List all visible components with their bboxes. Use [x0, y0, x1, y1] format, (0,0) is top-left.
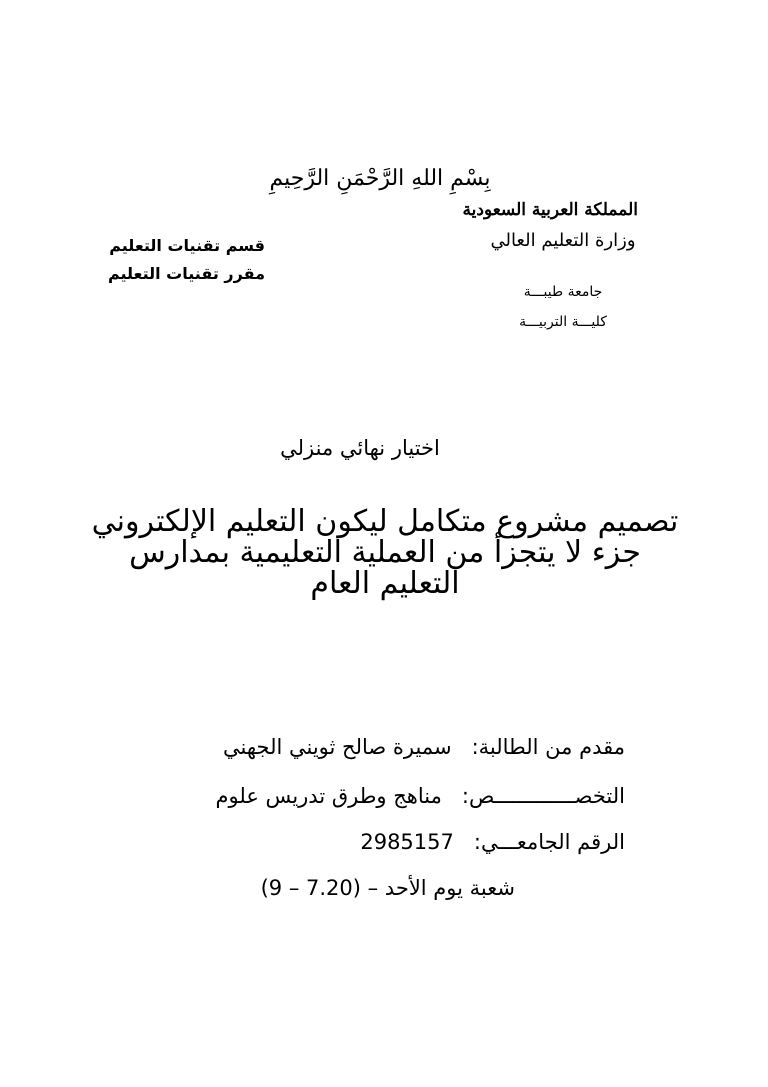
major-value: مناهج وطرق تدريس علوم — [215, 784, 442, 808]
student-value: سميرة صالح ثويني الجهني — [223, 735, 452, 759]
department-name: قسم تقنيات التعليم — [109, 236, 265, 255]
exam-type-heading: اختيار نهائي منزلي — [280, 436, 440, 460]
student-id-row — [90, 830, 625, 854]
student-label: مقدم من الطالبة: — [471, 735, 625, 759]
course-name: مقرر تقنيات التعليم — [107, 264, 265, 283]
basmala-heading: بِسْمِ اللهِ الرَّحْمَنِ الرَّحِيمِ — [269, 166, 491, 191]
university-name: جامعة طيبـــة — [523, 284, 603, 300]
student-id-value: 2985157 — [360, 830, 454, 854]
project-title: تصميم مشروع متكامل ليكون التعليم الإلكتروني جزء لا يتجزأ من العملية التعليمية بمدارس التعليم العام — [91, 504, 679, 601]
student-name-row — [90, 735, 625, 759]
major-row — [90, 784, 625, 808]
major-label: التخصـــــــــــــص: — [461, 784, 625, 808]
student-id-label: الرقم الجامعـــي: — [473, 830, 625, 854]
kingdom-calligraphy-logo: المملكة العربية السعودية — [462, 200, 638, 220]
ministry-name: وزارة التعليم العالي — [490, 230, 636, 251]
college-name: كليـــة التربيـــة — [519, 314, 607, 330]
section-schedule: شعبة يوم الأحد – (7.20 – 9) — [260, 876, 515, 900]
